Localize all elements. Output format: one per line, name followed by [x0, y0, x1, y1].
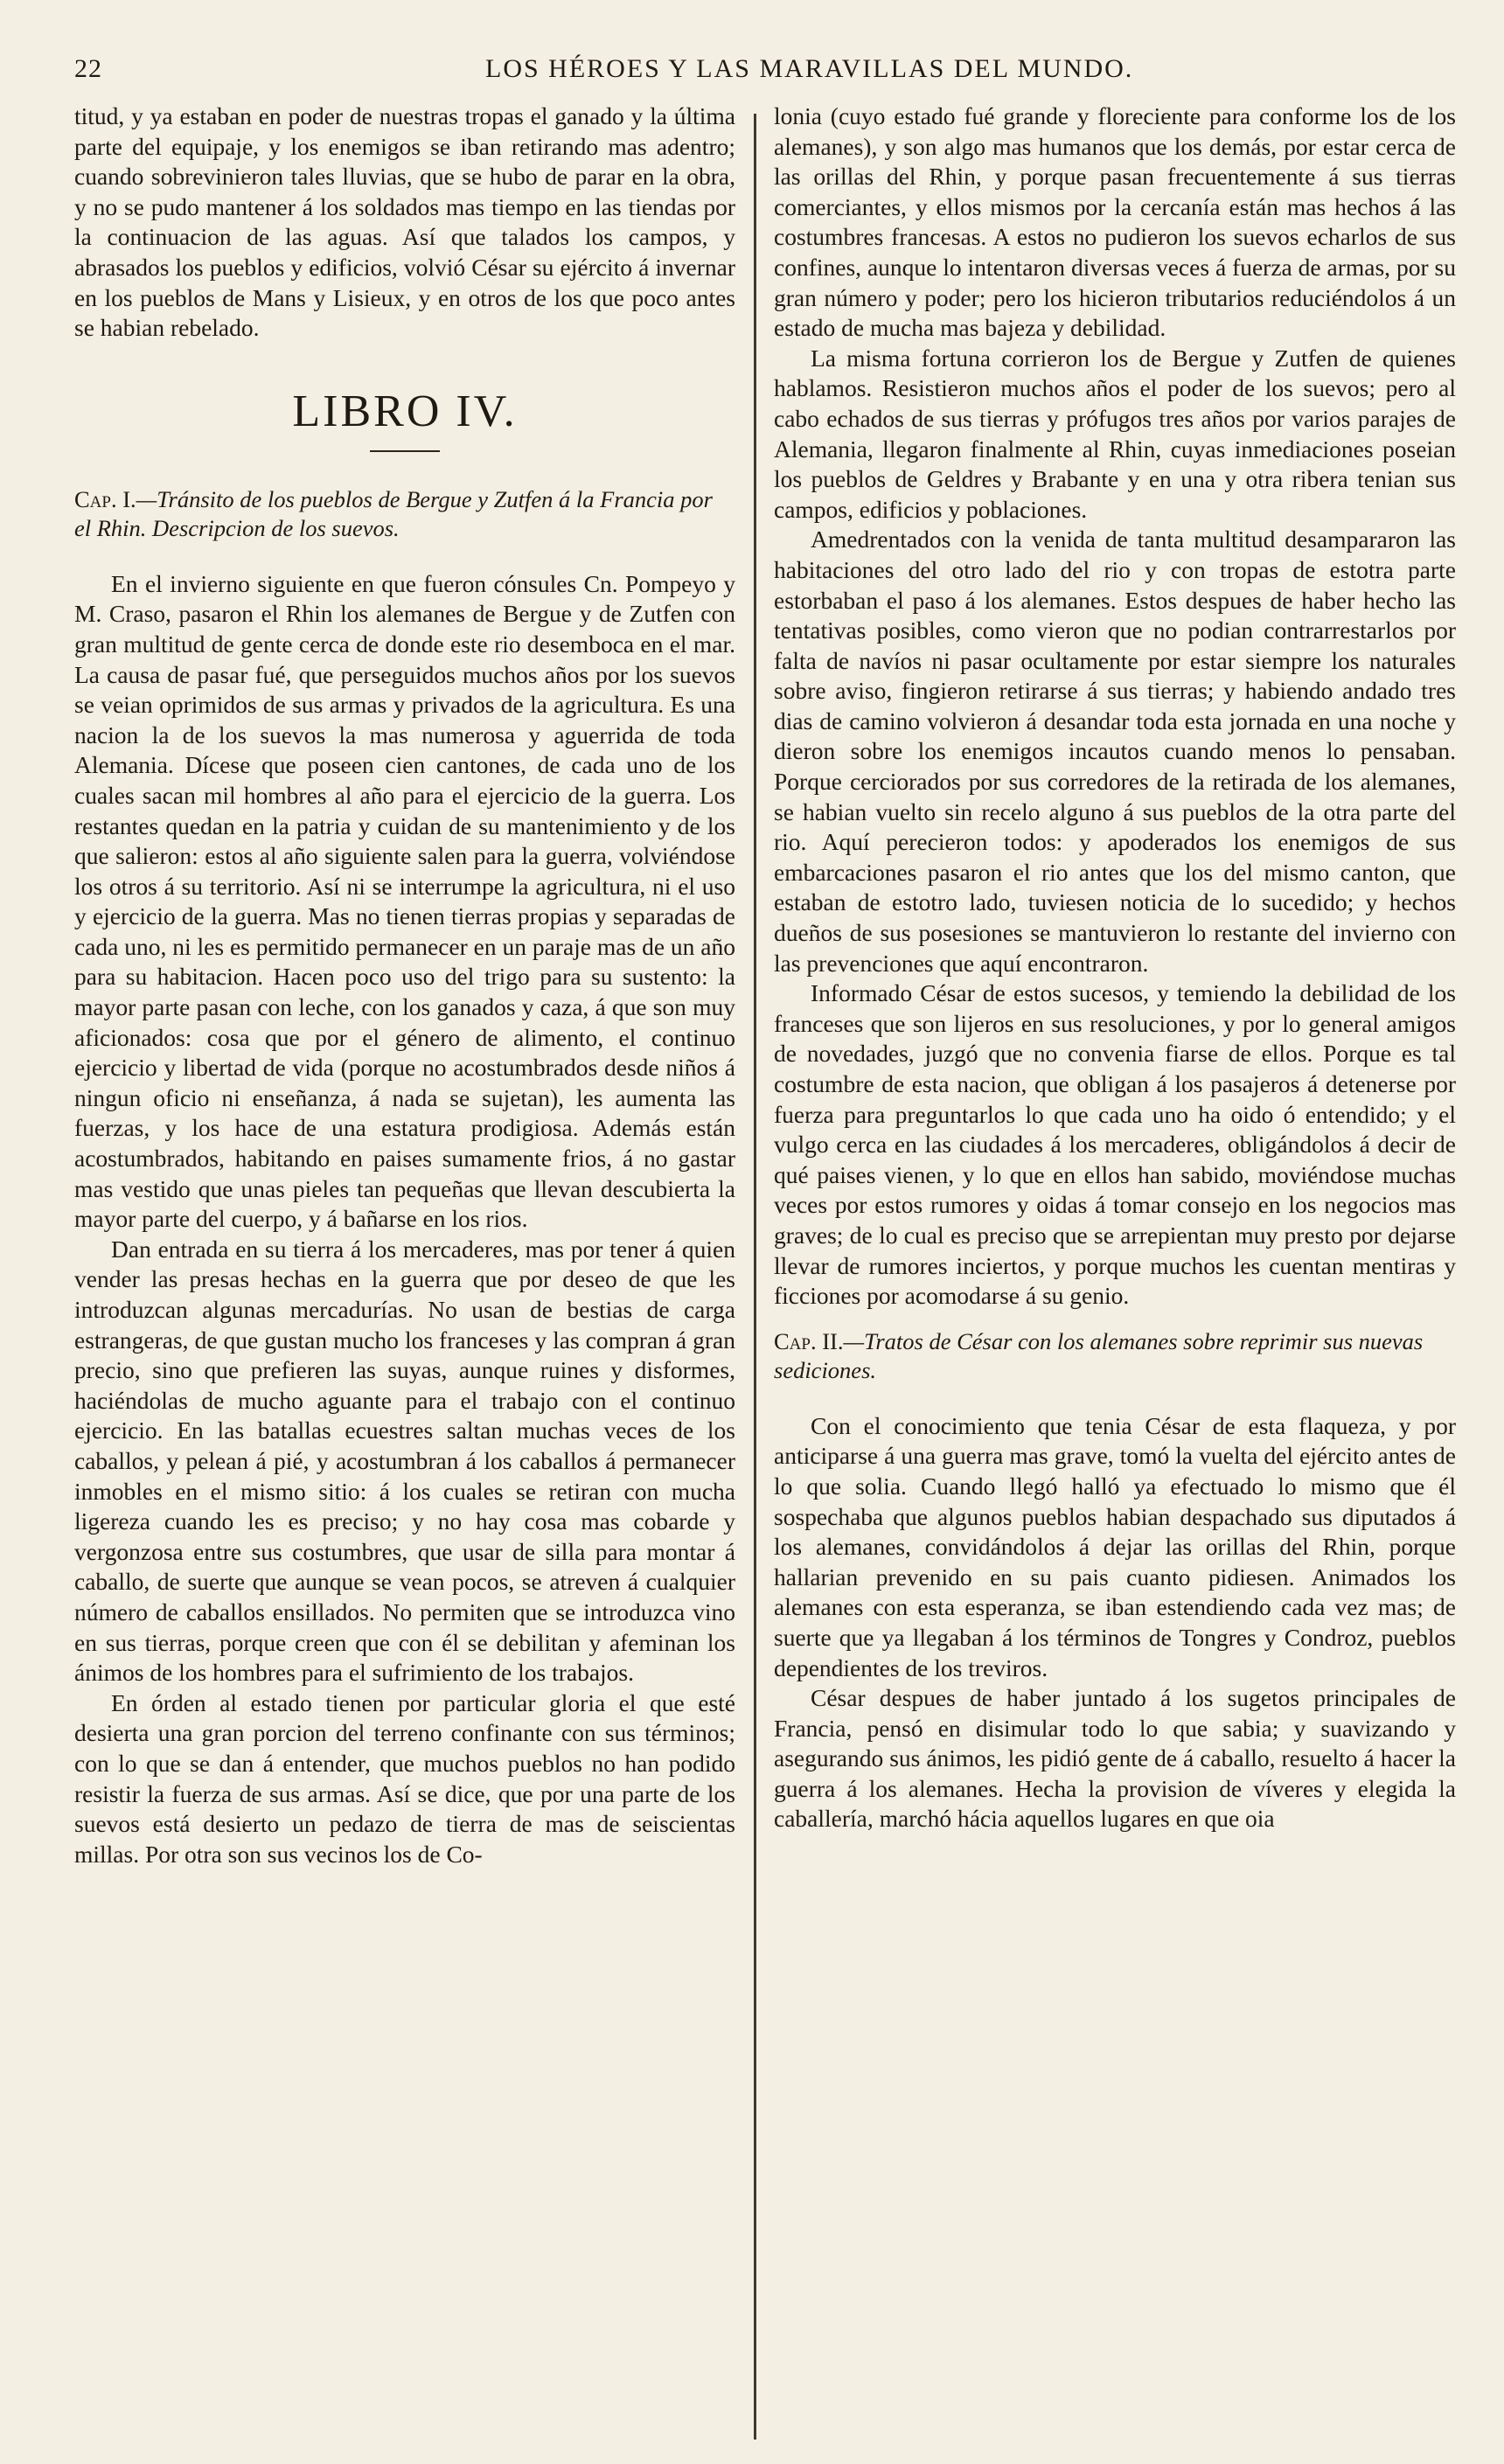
paragraph: Con el conocimiento que tenia César de esta flaqueza, y por anticiparse á una guerra mas grave, tomó la vuelta del ejército antes de lo que solia. Cuando llegó halló ya efectuado lo mismo que él sospechaba que algunos pueblos habian despachado sus diputados á los alemanes, convidándolos á dejar las orillas del Rhin, porque hallarian prevenido en su pais cuanto pidiesen. Animados los alemanes con esta esperanza, se iban estendiendo cada vez mas; de suerte que ya llegaban á los términos de Tongres y Condroz, pueblos dependientes de los treviros.: [774, 1411, 1456, 1681]
chapter-1-number: Cap. I.: [74, 485, 136, 512]
running-title: LOS HÉROES Y LAS MARAVILLAS DEL MUNDO.: [485, 54, 1134, 83]
chapter-1-title: —Tránsito de los pueblos de Bergue y Zutfen á la Francia por el Rhin. Descripcion de los suevos.: [74, 485, 713, 541]
paragraph: Amedrentados con la venida de tanta multitud desampararon las habitaciones del otro lado del rio y con tropas de estotra parte estorbaban el paso á los alemanes. Estos despues de haber hecho las tentativas posibles, como vieron que no podian contrarrestarlos por falta de navíos ni pasar ocultamente por estar siempre los naturales sobre aviso, fingieron retirarse á sus tierras; y habiendo andado tres dias de camino volvieron á desandar toda esta jornada en una noche y dieron sobre los enemigos incautos cuando menos lo pensaban. Porque cerciorados por sus corredores de la retirada de los alemanes, se habian vuelto sin recelo alguno á sus pueblos de la otra parte del rio. Aquí perecieron todos: y apoderados los enemigos de sus embarcaciones pasaron el rio antes que los del mismo canton, que estaban de estotro lado, tuviesen noticia de lo sucedido; y hechos dueños de sus posesiones se mantuvieron lo restante del invierno con las prevenciones que aquí encontraron.: [774, 526, 1456, 977]
chapter-2-heading: [774, 1327, 1456, 1385]
title-rule: [370, 450, 440, 452]
right-column: [774, 101, 1456, 1834]
chapter-1-heading: [74, 485, 735, 543]
chapter-2-title: —Tratos de César con los alemanes sobre reprimir sus nuevas sediciones.: [774, 1327, 1424, 1383]
chapter-2-number: Cap. II.: [774, 1327, 844, 1354]
paragraph: lonia (cuyo estado fué grande y floreciente para conforme los de los alemanes), y son algo mas humanos que los demás, por estar cerca de las orillas del Rhin, y porque pasan frecuentemente á sus tierras comerciantes, y ellos mismos por la cercanía están mas hechos á las costumbres francesas. A estos no pudieron los suevos echarlos de sus confines, aunque lo intentaron diversas veces á fuerza de armas, por su gran número y poder; pero los hicieron tributarios reduciéndolos á un estado de mucha mas bajeza y debilidad.: [774, 102, 1456, 342]
paragraph: En el invierno siguiente en que fueron cónsules Cn. Pompeyo y M. Craso, pasaron el Rhin los alemanes de Bergue y de Zutfen con gran multitud de gente cerca de donde este rio desemboca en el mar. La causa de pasar fué, que perseguidos muchos años por los suevos se veian oprimidos de sus armas y privados de la agricultura. Es una nacion la de los suevos la mas numerosa y aguerrida de toda Alemania. Dícese que poseen cien cantones, de cada uno de los cuales sacan mil hombres al año para el ejercicio de la guerra. Los restantes quedan en la patria y cuidan de su mantenimiento y de los que salieron: estos al año siguiente salen para la guerra, volviéndose los otros á su territorio. Así ni se interrumpe la agricultura, ni el uso y ejercicio de la guerra. Mas no tienen tierras propias y separadas de cada uno, ni les es permitido permanecer en un paraje mas de un año para su habitacion. Hacen poco uso del trigo para su sustento: la mayor parte pasan con leche, con los ganados y caza, á que son muy aficionados: cosa que por el género de alimento, el continuo ejercicio y libertad de vida (porque no acostumbrados desde niños á ningun oficio ni enseñanza, á nada se sujetan), les aumenta las fuerzas, y los hace de una estatura prodigiosa. Además están acostumbrados, habitando en paises sumamente frios, á no gastar mas vestido que unas pieles tan pequeñas que llevan descubierta la mayor parte del cuerpo, y á bañarse en los rios.: [74, 569, 735, 1233]
paragraph: En órden al estado tienen por particular gloria el que esté desierta una gran porcion del terreno confinante con sus términos; con lo que se dan á entender, que muchos pueblos no han podido resistir la fuerza de sus armas. Así se dice, que por una parte de los suevos está desierto un pedazo de tierra de mas de seiscientas millas. Por otra son sus vecinos los de Co-: [74, 1688, 735, 1868]
paragraph: Dan entrada en su tierra á los mercaderes, mas por tener á quien vender las presas hechas en la guerra que por deseo de que les introduzcan algunas mercadurías. No usan de bestias de carga estrangeras, de que gustan mucho los franceses y las compran á gran precio, sino que prefieren las suyas, aunque ruines y disformes, haciéndolas de mucho aguante para el trabajo con el continuo ejercicio. En las batallas ecuestres saltan muchas veces de los caballos, y pelean á pié, y acostumbran á los caballos á permanecer inmobles en el mismo sitio: á los cuales se retiran con mucha ligereza cuando les es preciso; y no hay cosa mas cobarde y vergonzosa entre sus costumbres, que usar de silla para montar á caballo, de suerte que aunque se vean pocos, se atreven á cualquier número de caballos ensillados. No permiten que se introduzca vino en sus tierras, porque creen que con él se debilitan y afeminan los ánimos de los hombres para el sufrimiento de los trabajos.: [74, 1235, 735, 1687]
paragraph: La misma fortuna corrieron los de Bergue y Zutfen de quienes hablamos. Resistieron muchos años el poder de los suevos; pero al cabo echados de sus tierras y prófugos tres años por varios parajes de Alemania, llegaron finalmente al Rhin, cuyas inmediaciones poseian los pueblos de Geldres y Brabante y en una y otra ribera tenian sus campos, edificios y poblaciones.: [774, 344, 1456, 523]
paragraph: César despues de haber juntado á los sugetos principales de Francia, pensó en disimular todo lo que sabia; y suavizando y asegurando sus ánimos, les pidió gente de á caballo, resuelto á hacer la guerra á los alemanes. Hecha la provision de víveres y elegida la caballería, marchó hácia aquellos lugares en que oia: [774, 1684, 1456, 1833]
continuation-paragraph: titud, y ya estaban en poder de nuestras tropas el ganado y la última parte del equipaje, y los enemigos se iban retirando mas adentro; cuando sobrevinieron tales lluvias, que se hubo de parar en la obra, y no se pudo mantener á los soldados mas tiempo en las tiendas por la continuacion de las aguas. Así que talados los campos, y abrasados los pueblos y edificios, volvió César su ejército á invernar en los pueblos de Mans y Lisieux, y en otros de los que poco antes se habian rebelado.: [74, 102, 735, 342]
column-divider: [754, 114, 756, 2440]
book-title: LIBRO IV.: [292, 386, 518, 436]
page-number: 22: [74, 54, 102, 83]
paragraph: Informado César de estos sucesos, y temiendo la debilidad de los franceses que son lijeros en sus resoluciones, y por lo general amigos de novedades, juzgó que no convenia fiarse de ellos. Porque es tal costumbre de esta nacion, que obligan á los pasajeros á detenerse por fuerza para preguntarlos lo que cada uno ha oido ó entendido; y el vulgo cerca en las ciudades á los mercaderes, obligándolos á decir de qué paises vienen, y lo que en ellos han sabido, moviéndose muchas veces por estos rumores y oidas á tomar consejo en los negocios mas graves; de lo cual es preciso que se arrepientan muy presto por dejarse llevar de rumores inciertos, y porque muchos les cuentan mentiras y ficciones por acomodarse á su genio.: [774, 979, 1456, 1310]
page-header: [74, 54, 1456, 89]
left-column: [74, 101, 735, 1869]
